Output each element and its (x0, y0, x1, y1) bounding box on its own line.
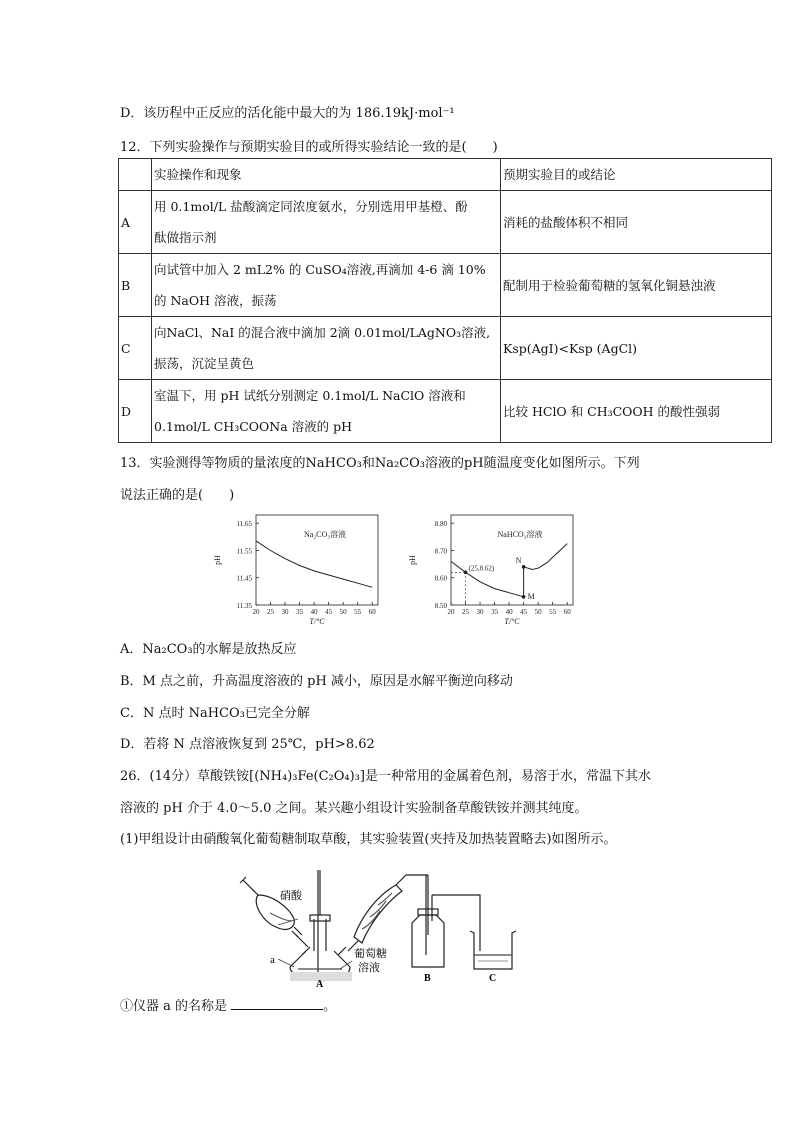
point-label: N (515, 555, 522, 565)
x-tick-label: 55 (354, 608, 362, 616)
q12-stem: 12．下列实验操作与预期实验目的或所得实验结论一致的是( ) (120, 140, 498, 155)
operation-line: 向NaCl、NaI 的混合液中滴加 2滴 0.01mol/LAgNO₃溶液, (154, 325, 491, 340)
q26-line3: (1)甲组设计由硝酸氧化葡萄糖制取草酸，其实验装置(夹持及加热装置略去)如图所示。 (120, 832, 617, 847)
header-blank (119, 159, 152, 191)
x-tick-label: 50 (534, 608, 542, 616)
point-label: M (527, 591, 535, 601)
table-header-row (119, 159, 772, 191)
q13-option-d: D．若将 N 点溶液恢复到 25℃，pH>8.62 (120, 737, 375, 752)
header-conclusion: 预期实验目的或结论 (501, 159, 772, 191)
y-tick-label: 11.35 (236, 602, 252, 610)
x-tick-label: 35 (491, 608, 499, 616)
q13-stem-line2: 说法正确的是( ) (120, 488, 235, 503)
x-tick-label: 60 (368, 608, 376, 616)
row-result: 配制用于检验葡萄糖的氢氧化铜悬浊液 (501, 254, 772, 317)
beaker-c (470, 931, 516, 969)
q11-option-d: D．该历程中正反应的活化能中最大的为 186.19kJ·mol⁻¹ (120, 106, 455, 121)
nahco3-ph-chart (405, 505, 585, 630)
condenser (348, 875, 428, 951)
operation-line: 0.1mol/L CH₃COONa 溶液的 pH (154, 419, 353, 434)
operation-line: 的 NaOH 溶液，振荡 (154, 293, 277, 308)
series-line (524, 544, 568, 570)
plot-frame (451, 515, 573, 605)
row-operation (152, 254, 501, 317)
label-b-bottle: B (424, 973, 431, 984)
x-tick-label: 45 (520, 608, 528, 616)
row-result: Ksp(AgI)<Ksp (AgCl) (501, 317, 772, 380)
x-tick-label: 20 (252, 608, 260, 616)
x-tick-label: 30 (281, 608, 289, 616)
label-c-beaker: C (489, 973, 497, 984)
series-line (256, 541, 372, 587)
header-operation: 实验操作和现象 (152, 159, 501, 191)
answer-blank (231, 997, 323, 1010)
q26-line1: 26．(14分）草酸铁铵[(NH₄)₃Fe(C₂O₄)₃]是一种常用的金属着色剂，易溶于水，常温下其水 (120, 769, 651, 784)
table-row (119, 191, 772, 254)
x-tick-label: 25 (267, 608, 275, 616)
y-tick-label: 11.65 (236, 520, 252, 529)
nitric-acid-label: 硝酸 (280, 890, 302, 902)
x-tick-label: 50 (339, 608, 347, 616)
q13-option-a: A．Na₂CO₃的水解是放热反应 (120, 642, 297, 657)
y-tick-label: 11.55 (236, 547, 252, 556)
q12-table (118, 158, 772, 443)
q26-line2: 溶液的 pH 介于 4.0～5.0 之间。某兴趣小组设计实验制备草酸铁铵并测其纯度。 (120, 801, 588, 816)
instrument-a-label: a (270, 954, 275, 966)
x-tick-label: 55 (549, 608, 557, 616)
y-tick-label: 8.70 (434, 547, 447, 556)
x-axis-label: T/°C (309, 617, 325, 626)
glucose-label-line2: 溶液 (358, 962, 380, 974)
y-tick-label: 8.60 (434, 574, 447, 583)
x-tick-label: 35 (296, 608, 304, 616)
y-tick-label: 8.80 (434, 520, 447, 529)
row-label: C (119, 317, 152, 380)
row-result: 消耗的盐酸体积不相同 (501, 191, 772, 254)
x-tick-label: 40 (310, 608, 318, 616)
apparatus-diagram (230, 855, 570, 990)
row-result: 比较 HClO 和 CH₃COOH 的酸性强弱 (501, 380, 772, 443)
table-row (119, 380, 772, 443)
x-tick-label: 20 (447, 608, 455, 616)
label-a-flask: A (316, 979, 324, 990)
x-tick-label: 45 (325, 608, 333, 616)
table-row (119, 254, 772, 317)
row-label: D (119, 380, 152, 443)
q26-sub1 (120, 995, 336, 1014)
series-name-label: Na₂CO₃溶液 (303, 530, 347, 539)
table-row (119, 317, 772, 380)
x-tick-label: 60 (563, 608, 571, 616)
row-operation (152, 317, 501, 380)
plot-frame (256, 515, 378, 605)
x-tick-label: 30 (476, 608, 484, 616)
x-tick-label: 25 (462, 608, 470, 616)
na2co3-ph-chart (210, 505, 390, 630)
y-tick-label: 11.45 (236, 574, 252, 583)
q26-sub1-end: 。 (323, 999, 337, 1014)
glucose-label-line1: 葡萄糖 (354, 948, 387, 960)
q26-sub1-text: ①仪器 a 的名称是 (120, 999, 228, 1014)
dropping-funnel (240, 877, 308, 947)
operation-line: 向试管中加入 2 mL2% 的 CuSO₄溶液,再滴加 4-6 滴 10% (154, 262, 486, 277)
wash-bottle-b (412, 875, 480, 967)
q13-option-b: B．M 点之前，升高温度溶液的 pH 减小，原因是水解平衡逆向移动 (120, 674, 513, 689)
point-label: (25,8.62) (468, 564, 495, 573)
row-label: A (119, 191, 152, 254)
series-name-label: NaHCO₃溶液 (497, 530, 543, 539)
operation-line: 用 0.1mol/L 盐酸滴定同浓度氨水，分别选用甲基橙、酚 (154, 199, 468, 214)
operation-line: 室温下，用 pH 试纸分别测定 0.1mol/L NaClO 溶液和 (154, 388, 466, 403)
row-label: B (119, 254, 152, 317)
x-tick-label: 40 (505, 608, 513, 616)
q13-stem-line1: 13．实验测得等物质的量浓度的NaHCO₃和Na₂CO₃溶液的pH随温度变化如图所示。下列 (120, 456, 640, 471)
row-operation (152, 380, 501, 443)
data-point (522, 595, 526, 599)
y-axis-label: pH (408, 555, 417, 565)
operation-line: 酞做指示剂 (154, 230, 217, 245)
q13-option-c: C．N 点时 NaHCO₃已完全分解 (120, 706, 310, 721)
three-neck-flask (290, 870, 352, 981)
row-operation (152, 191, 501, 254)
y-axis-label: pH (213, 555, 222, 565)
operation-line: 振荡，沉淀呈黄色 (154, 356, 255, 371)
y-tick-label: 8.50 (434, 602, 447, 610)
x-axis-label: T/°C (504, 617, 520, 626)
